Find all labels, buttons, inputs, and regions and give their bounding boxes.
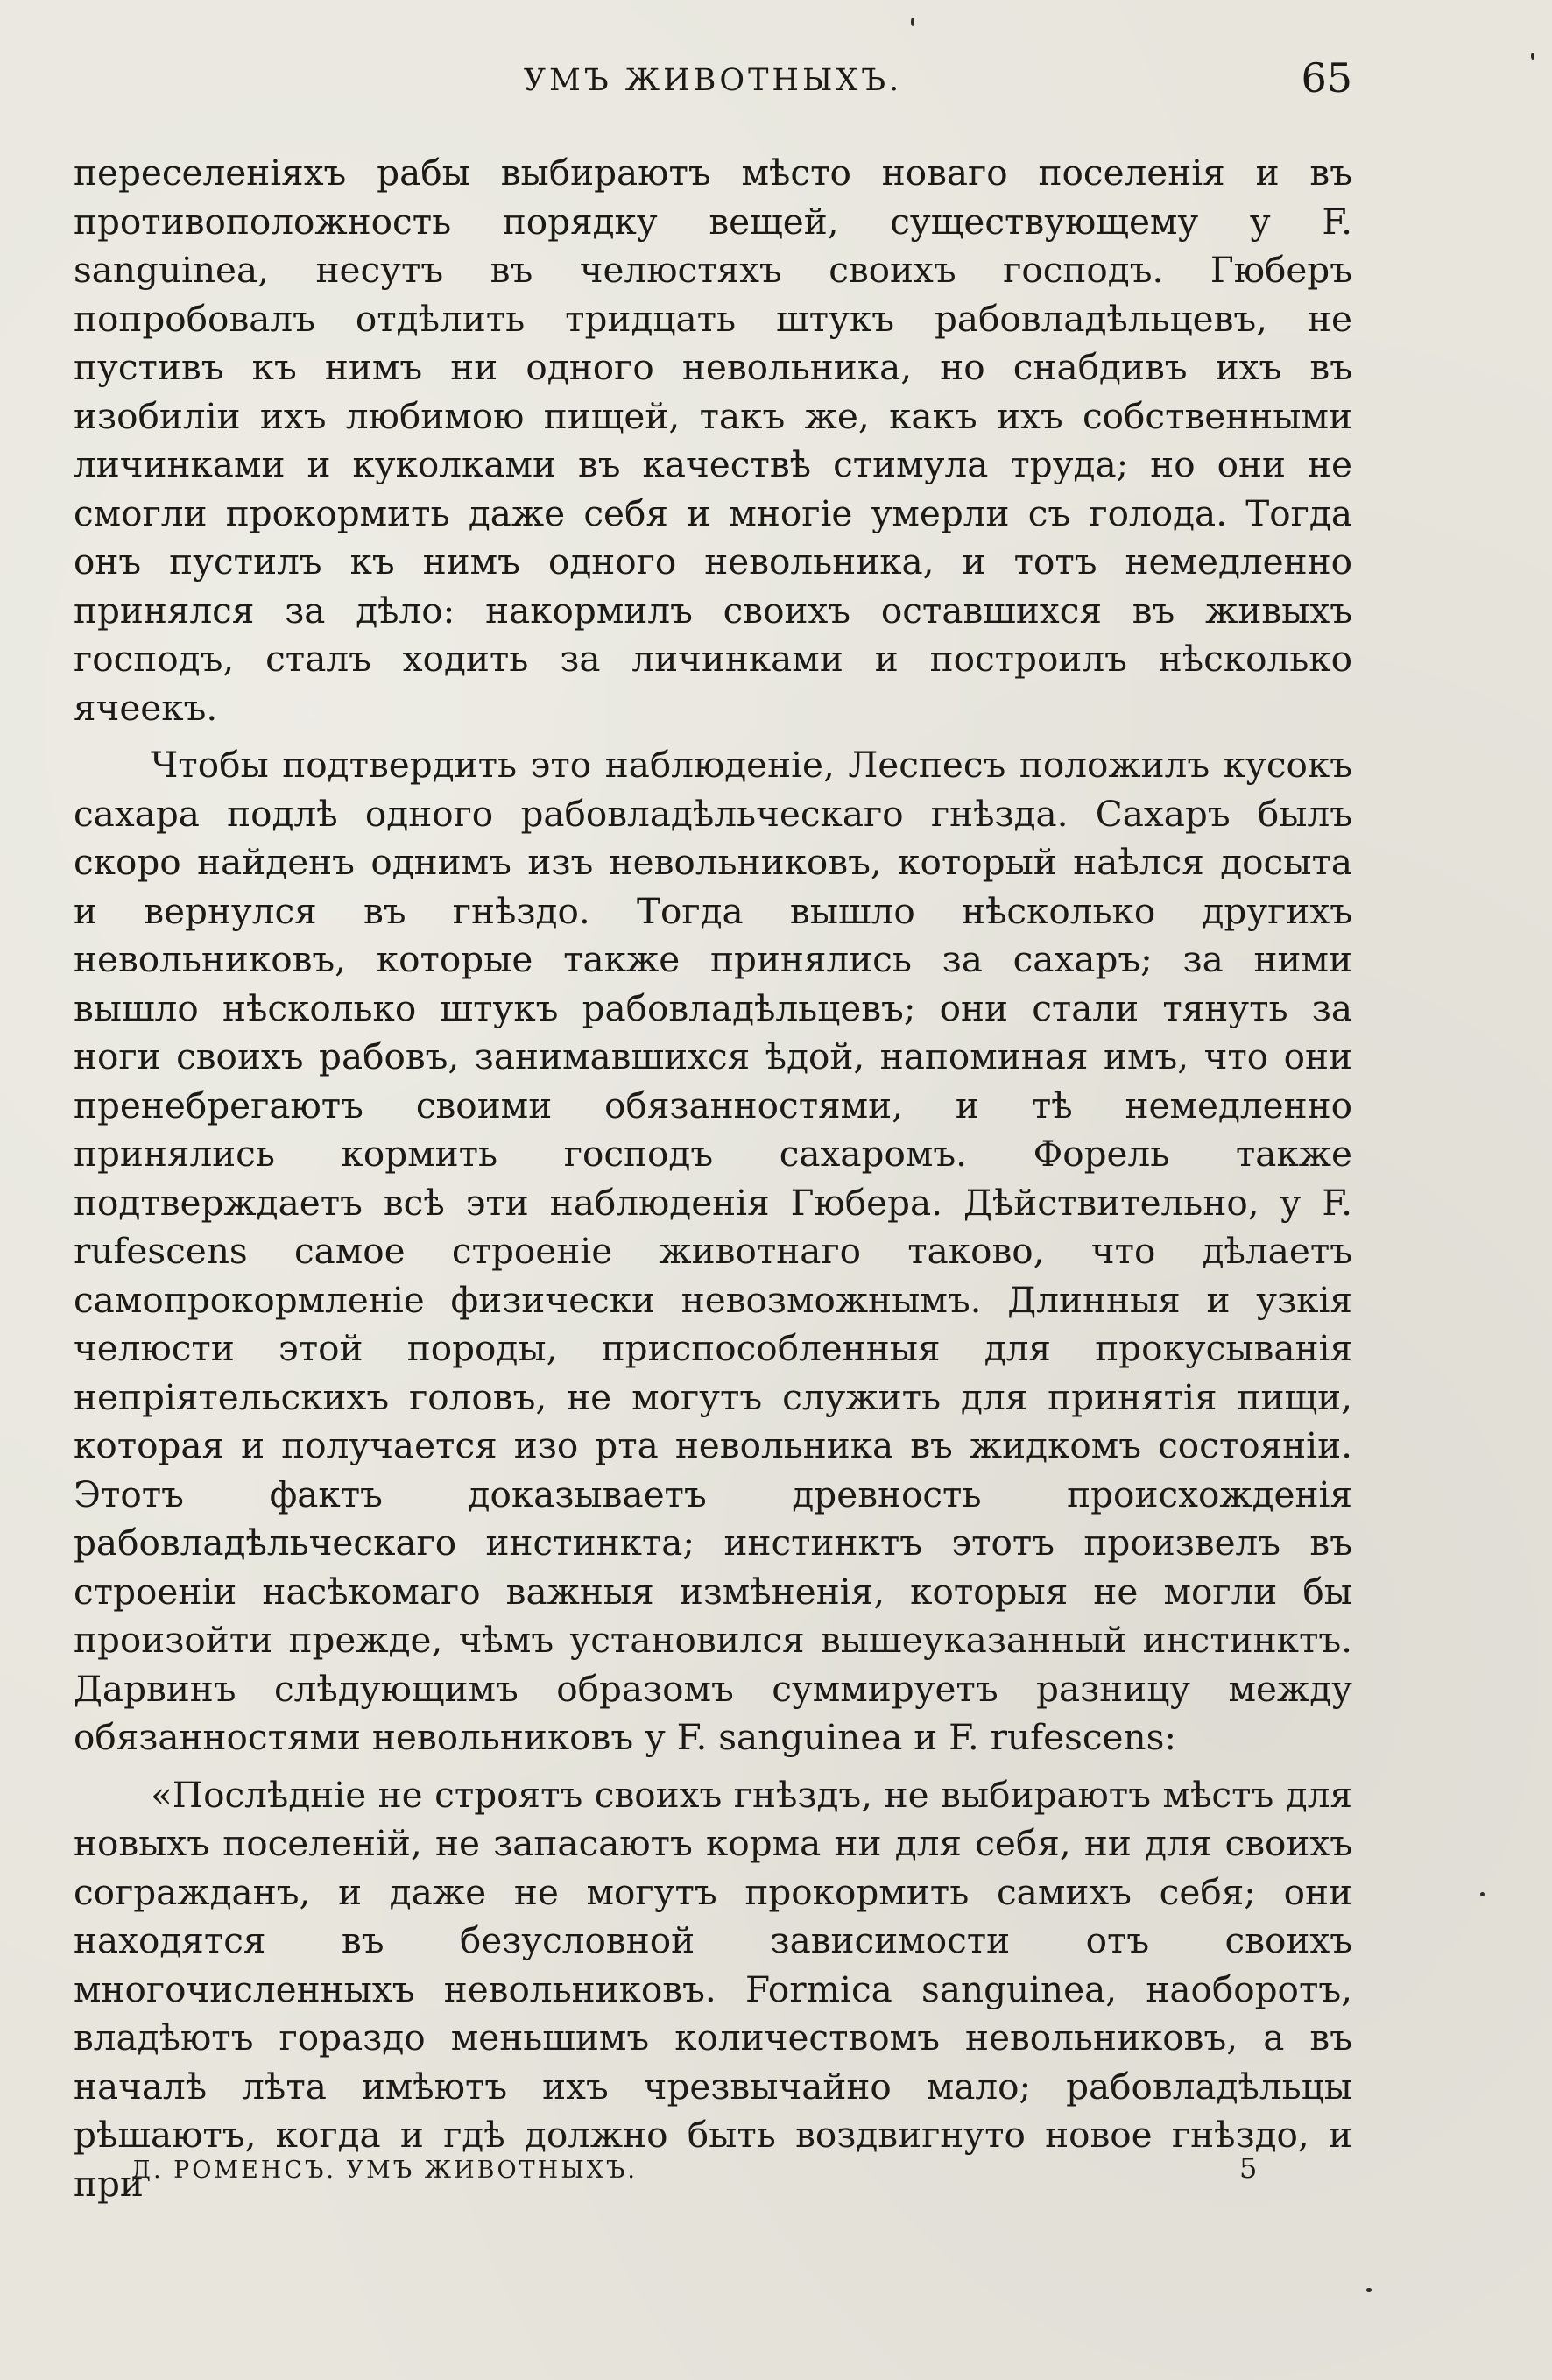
running-title: УМЪ ЖИВОТНЫХЪ. xyxy=(523,63,903,98)
page-number: 65 xyxy=(1301,54,1352,102)
paragraph-lespes: Чтобы подтвердить это наблюденіе, Леспесъ положилъ кусокъ сахара подлѣ одного рабовладѣльческаго гнѣзда. Сахаръ былъ скоро найденъ однимъ изъ невольниковъ, который наѣлся досыта и вернулся въ гнѣздо. Тогда вышло нѣсколько другихъ невольниковъ, которые также принялись за сахаръ; за ними вышло нѣсколько штукъ рабовладѣльцевъ; они стали тянуть за ноги своихъ рабовъ, занимавшихся ѣдой, напоминая имъ, что они пренебрегаютъ своими обязанностями, и тѣ немедленно принялись кормить господъ сахаромъ. Форель также подтверждаетъ всѣ эти наблюденія Гюбера. Дѣйствительно, у F. rufescens самое строеніе животнаго таково, что дѣлаетъ самопрокормленіе физически невозможнымъ. Длинныя и узкія челюсти этой породы, приспособленныя для прокусыванія непріятельскихъ головъ, не могутъ служить для принятія пищи, которая и получается изо рта невольника въ жидкомъ состояніи. Этотъ фактъ доказываетъ древность происхожденія рабовладѣльческаго инстинкта; инстинктъ этотъ произвелъ въ строеніи насѣкомаго важныя измѣненія, которыя не могли бы произойти прежде, чѣмъ установился вышеуказанный инстинктъ. Дарвинъ слѣдующимъ образомъ суммируетъ разницу между обязанностями невольниковъ у F. sanguinea и F. rufescens: xyxy=(74,744,1352,1758)
print-speck xyxy=(1480,1892,1485,1896)
print-speck xyxy=(1531,53,1534,60)
paragraph-continuation: переселеніяхъ рабы выбираютъ мѣсто новаго поселенія и въ противоположность порядку вещей, существующему у F. sanguinea, несутъ въ челюстяхъ своихъ господъ. Гюберъ попробовалъ отдѣлить тридцать штукъ рабовладѣльцевъ, не пустивъ къ нимъ ни одного невольника, но снабдивъ ихъ въ изобиліи ихъ любимою пищей, такъ же, какъ ихъ собственными личинками и куколками въ качествѣ стимула труда; но они не смогли прокормить даже себя и многіе умерли съ голода. Тогда онъ пустилъ къ нимъ одного невольника, и тотъ немедленно принялся за дѣло: накормилъ своихъ оставшихся въ живыхъ господъ, сталъ ходить за личинками и построилъ нѣсколько ячеекъ. xyxy=(74,152,1352,729)
footer-signature: Д. РОМЕНСЪ. УМЪ ЖИВОТНЫХЪ. xyxy=(131,2157,638,2184)
body-text xyxy=(74,149,1352,2208)
signature-mark: 5 xyxy=(1239,2151,1258,2185)
paragraph-quotation: «Послѣдніе не строятъ своихъ гнѣздъ, не выбираютъ мѣстъ для новыхъ поселеній, не запасаютъ корма ни для себя, ни для своихъ согражданъ, и даже не могутъ прокормить самихъ себя; они находятся въ безусловной зависимости отъ своихъ многочисленныхъ невольниковъ. Formica sanguinea, наоборотъ, владѣютъ гораздо меньшимъ количествомъ невольниковъ, а въ началѣ лѣта имѣютъ ихъ чрезвычайно мало; рабовладѣльцы рѣшаютъ, когда и гдѣ должно быть воздвигнуто новое гнѣздо, и при xyxy=(74,1773,1352,2205)
signature-footer xyxy=(131,2151,1270,2192)
running-head xyxy=(74,54,1352,116)
print-speck xyxy=(911,18,914,26)
print-speck xyxy=(1366,2288,1372,2292)
